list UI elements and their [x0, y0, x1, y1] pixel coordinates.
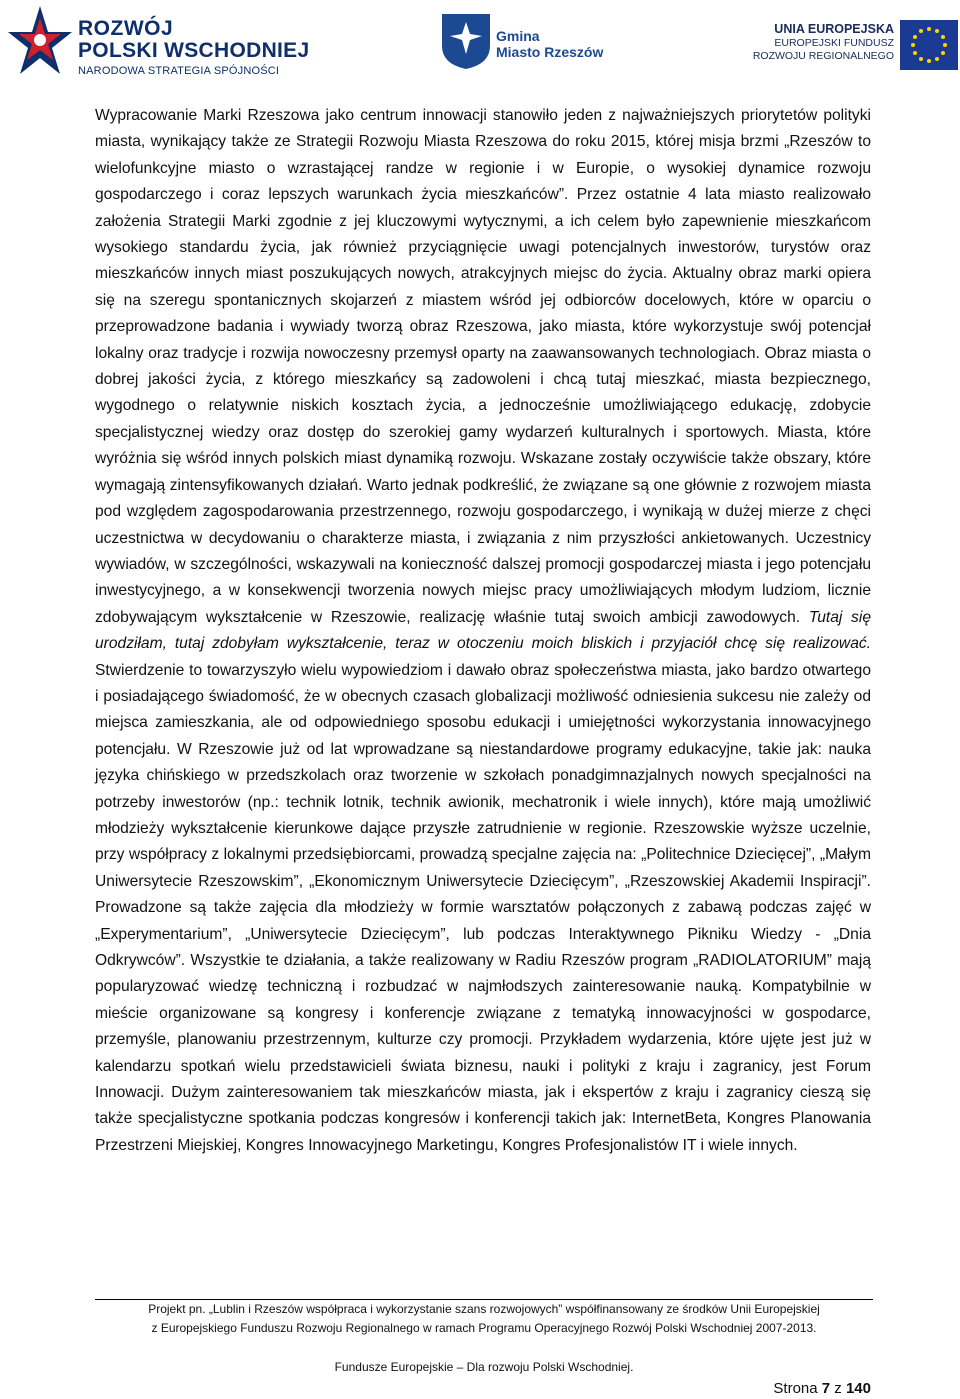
rozwoj-polski-wschodniej-logo: [6, 4, 310, 84]
ue-fund-line1: EUROPEJSKI FUNDUSZ: [774, 37, 894, 49]
page-current: 7: [821, 1380, 831, 1397]
interview-quote: Tutaj się urodziłam, tutaj zdobyłam wykształcenie, teraz w otoczeniu moich bliskich i przyjaciół chcę się realizować.: [95, 608, 871, 653]
ue-title: UNIA EUROPEJSKA: [774, 22, 894, 36]
page-header: [0, 0, 960, 90]
rps-subtitle: NARODOWA STRATEGIA SPÓJNOŚCI: [78, 65, 280, 77]
unia-europejska-logo: [752, 20, 960, 76]
footer-funds-slogan: Fundusze Europejskie – Dla rozwoju Polski Wschodniej.: [334, 1360, 634, 1374]
eu-flag-icon: [900, 20, 958, 70]
rps-star-icon: [6, 4, 74, 82]
page-label: Strona: [773, 1380, 818, 1397]
miasto-rzeszow-label: Miasto Rzeszów: [496, 44, 604, 60]
page-number: [773, 1380, 871, 1397]
footer-project-line2: z Europejskiego Funduszu Rozwoju Regionalnego w ramach Programu Operacyjnego Rozwój Polski Wschodniej 2007-2013.: [151, 1321, 817, 1335]
gmina-label: Gmina: [496, 28, 540, 44]
rps-title-line1: ROZWÓJ: [78, 17, 174, 40]
ue-fund-line2: ROZWOJU REGIONALNEGO: [752, 50, 894, 62]
footer-project-line1: Projekt pn. „Lublin i Rzeszów współpraca i wykorzystanie szans rozwojowych” współfinansowany ze środków Unii Europejskiej: [148, 1302, 820, 1316]
page-total: 140: [845, 1380, 871, 1397]
rps-title-line2: POLSKI WSCHODNIEJ: [78, 39, 310, 62]
body-text-part2: Stwierdzenie to towarzyszyło wielu wypowiedziom i dawało obraz społeczeństwa miasta, jako bardzo otwartego i posiadającego świadomość, że w obecnych czasach globalizacji możliwość odniesienia sukcesu nie zależy od miejsca zamieszkania, ale od odpowiedniego sposobu edukacji i umiejętności wykorzystania innowacyjnego potencjału. W Rzeszowie już od lat wprowadzane są niestandardowe programy edukacyjne, takie jak: nauka języka chińskiego w przedszkolach oraz tworzenie w szkołach ponadgimnazjalnych nowych specjalności na potrzeby inwestorów (np.: technik lotnik, technik awionik, mechatronik i wiele innych), które mają umożliwić młodzieży wykształcenie kierunkowe dające przyszłe zatrudnienie w regionie. Rzeszowskie wyższe uczelnie, przy współpracy z lokalnymi przedsiębiorcami, prowadzą specjalne zajęcia na: „Politechnice Dziecięcej”, „Małym Uniwersytecie Rzeszowskim”, „Ekonomicznym Uniwersytecie Dziecięcym”, „Rzeszowskiej Akademii Inspiracji”. Prowadzone są także zajęcia dla młodzieży w formie warsztatów połączonych z zabawą podczas zajęć w „Experymentarium”, „Uniwersytecie Dziecięcym”, lub podczas Interaktywnego Pikniku Wiedzy - „Dnia Odkrywców”. Wszystkie te działania, a także realizowany w Radiu Rzeszów program „RADIOLATORIUM” mają popularyzować wiedzę techniczną i rozbudzać w najmłodszych zainteresowanie nauką. Kompatybilnie w mieście organizowane są kongresy i konferencje związane z tematyką innowacyjności w gospodarce, przemyśle, planowaniu przestrzennym, kulturze czy promocji. Przykładem wydarzenia, które ujęte jest już w kalendarzu spotkań wielu przedstawicieli świata biznesu, nauki i polityki z kraju i zagranicy, jest Forum Innowacji. Dużym zainteresowaniem tak mieszkańców miasta, jak i ekspertów z kraju i zagranicy cieszą się także specjalistyczne spotkania podczas kongresów i konferencji takich jak: InternetBeta, Kongres Planowania Przestrzeni Miejskiej, Kongres Innowacyjnego Marketingu, Kongres Profesjonalistów IT i wiele innych.: [95, 661, 871, 1154]
footer-divider: [95, 1299, 873, 1300]
page-of: z: [834, 1380, 842, 1397]
body-paragraph: [95, 103, 871, 1159]
document-body: [95, 103, 871, 1159]
gmina-miasto-rzeszow-logo: [440, 12, 620, 72]
rzeszow-coat-of-arms-icon: [440, 12, 492, 70]
body-text-part1: Wypracowanie Marki Rzeszowa jako centrum innowacji stanowiło jeden z najważniejszych priorytetów polityki miasta, wynikający także ze Strategii Rozwoju Miasta Rzeszowa do roku 2015, której misja brzmi „Rzeszów to wielofunkcyjne miasto o wzrastającej randze w regionie i w Europie, o wysokiej dynamice rozwoju gospodarczego i coraz lepszych warunkach życia mieszkańców”. Przez ostatnie 4 lata miasto realizowało założenia Strategii Marki zgodnie z jej kluczowymi wytycznymi, a ich celem było zapewnienie mieszkańcom wysokiego standardu życia, jak również przyciągnięcie uwagi potencjalnych inwestorów, turystów oraz mieszkańców innych miast poszukujących nowych, atrakcyjnych miejsc do życia. Aktualny obraz marki opiera się na szeregu spontanicznych skojarzeń z miastem wśród jej odbiorców docelowych, które w oparciu o przeprowadzone badania i wywiady tworzą obraz Rzeszowa, jako miasta, które wykorzystuje swój potencjał lokalny oraz tradycje i rozwija nowoczesny przemysł oparty na zaawansowanych technologiach. Obraz miasta o dobrej jakości życia, z którego mieszkańcy są zadowoleni i chcą tutaj mieszkać, miasta bezpiecznego, wygodnego o relatywnie niskich kosztach życia, a jednocześnie umożliwiającego edukację, zdobycie specjalistycznej wiedzy oraz dostęp do szerokiej gamy wydarzeń kulturalnych i sportowych. Miasta, które wyróżnia się wśród innych polskich miast dynamiką rozwoju. Wskazane zostały oczywiście także obszary, które wymagają zintensyfikowanych działań. Warto jednak podkreślić, że związane są one głównie z rozwojem miasta pod względem zagospodarowania przestrzennego, rozwoju gospodarczego, i wynikają w dużej mierze z chęci uczestnictwa w decydowaniu o charakterze miasta, i związania z nim przyszłości ankietowanych. Uczestnicy wywiadów, w szczególności, wskazywali na konieczność dalszej promocji gospodarczej miasta i jego potencjału inwestycyjnego, a w konsekwencji tworzenia nowych miejsc pracy umożliwiających młodym ludziom, licznie zdobywającym wykształcenie w Rzeszowie, realizację właśnie tutaj swoich ambicji zawodowych.: [95, 107, 871, 626]
